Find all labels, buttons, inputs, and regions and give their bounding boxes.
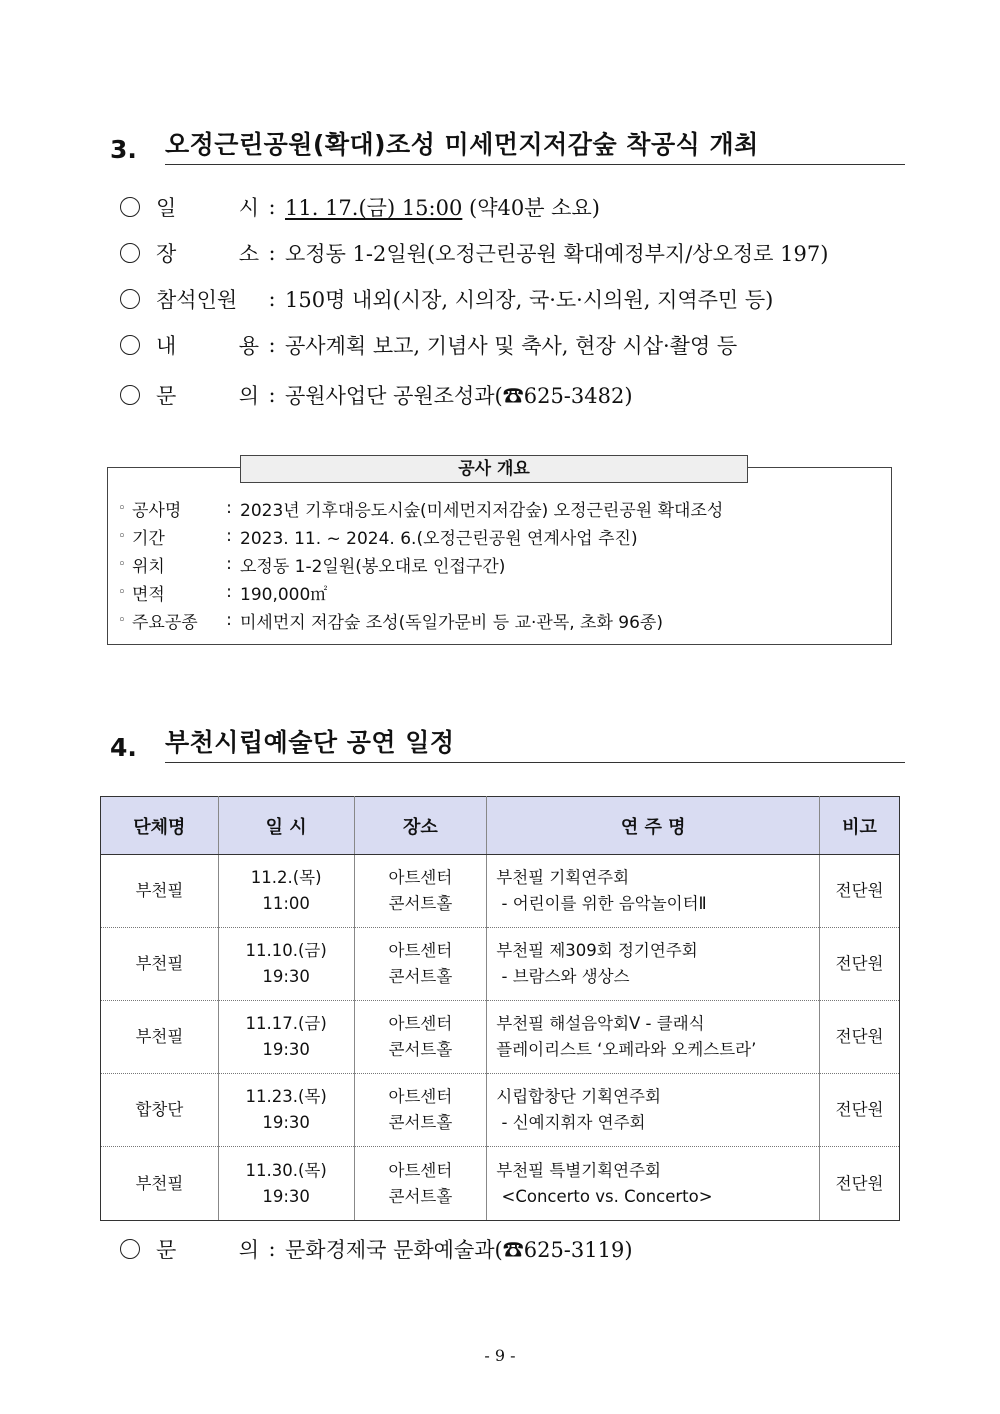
- circle-bullet-icon: [120, 335, 140, 355]
- overview-value: 미세먼지 저감숲 조성(독일가문비 등 교·관목, 초화 96종): [240, 612, 663, 633]
- group-cell: 부천필: [101, 1001, 219, 1074]
- table-row: [101, 1001, 900, 1074]
- program-cell: 부천필 해설음악회Ⅴ - 클래식 플레이리스트 ‘오페라와 오케스트라’: [487, 1001, 820, 1074]
- circle-bullet-icon: [120, 385, 140, 405]
- group-cell: 합창단: [101, 1074, 219, 1147]
- datetime-cell: 11.10.(금) 19:30: [218, 928, 354, 1001]
- small-circle-bullet-icon: ◦: [118, 528, 126, 544]
- overview-list: [118, 494, 723, 634]
- detail-value: 오정동 1-2일원(오정근린공원 확대예정부지/상오정로 197): [285, 242, 829, 266]
- detail-extra: (약40분 소요): [462, 196, 600, 220]
- event-detail-contact: 문 의 : 공원사업단 공원조성과(☎625-3482): [120, 372, 910, 418]
- detail-value: 150명 내외(시장, 시의장, 국·도·시의원, 지역주민 등): [285, 288, 774, 312]
- contact-row: 문 의 : 문화경제국 문화예술과(☎625-3119): [120, 1226, 910, 1272]
- overview-label: 위치: [132, 556, 165, 577]
- section-4-heading: [110, 728, 905, 763]
- overview-row: ◦ 주요공종 : 미세먼지 저감숲 조성(독일가문비 등 교·관목, 초화 96종): [118, 606, 723, 634]
- datetime-cell: 11.30.(목) 19:30: [218, 1147, 354, 1221]
- small-circle-bullet-icon: ◦: [118, 500, 126, 516]
- column-header: 장소: [354, 797, 487, 855]
- venue-cell: 아트센터 콘서트홀: [354, 1001, 487, 1074]
- note-cell: 전단원: [820, 855, 900, 928]
- section-4-contact: [120, 1226, 910, 1272]
- circle-bullet-icon: [120, 289, 140, 309]
- section-title: 부천시립예술단 공연 일정: [165, 728, 905, 763]
- note-cell: 전단원: [820, 928, 900, 1001]
- section-number: 4.: [110, 733, 137, 762]
- circle-bullet-icon: [120, 243, 140, 263]
- detail-label: 참석인원: [156, 288, 238, 312]
- overview-label: 기간: [132, 528, 165, 549]
- venue-cell: 아트센터 콘서트홀: [354, 1147, 487, 1221]
- overview-label: 주요공종: [132, 612, 198, 633]
- overview-label: 면적: [132, 584, 165, 605]
- small-circle-bullet-icon: ◦: [118, 556, 126, 572]
- detail-value: 공사계획 보고, 기념사 및 축사, 현장 시삽·촬영 등: [285, 334, 738, 358]
- venue-cell: 아트센터 콘서트홀: [354, 1074, 487, 1147]
- program-cell: 부천필 기획연주회 - 어린이를 위한 음악놀이터Ⅱ: [487, 855, 820, 928]
- column-header: 비고: [820, 797, 900, 855]
- venue-cell: 아트센터 콘서트홀: [354, 928, 487, 1001]
- note-cell: 전단원: [820, 1074, 900, 1147]
- column-header: 일 시: [218, 797, 354, 855]
- page-number: - 9 -: [484, 1346, 516, 1365]
- venue-cell: 아트센터 콘서트홀: [354, 855, 487, 928]
- column-header: 단체명: [101, 797, 219, 855]
- event-detail-attendees: 참석인원 : 150명 내외(시장, 시의장, 국·도·시의원, 지역주민 등): [120, 276, 910, 322]
- event-detail-place: 장 소 : 오정동 1-2일원(오정근린공원 확대예정부지/상오정로 197): [120, 230, 910, 276]
- detail-label: 일 시: [156, 196, 259, 220]
- datetime-cell: 11.2.(목) 11:00: [218, 855, 354, 928]
- overview-value: 2023년 기후대응도시숲(미세먼지저감숲) 오정근린공원 확대조성: [240, 500, 724, 521]
- table-header-row: [101, 797, 900, 855]
- section-title: 오정근린공원(확대)조성 미세먼지저감숲 착공식 개최: [165, 130, 905, 165]
- overview-title: 공사 개요: [240, 455, 748, 483]
- note-cell: 전단원: [820, 1147, 900, 1221]
- detail-label: 장 소: [156, 242, 259, 266]
- detail-value: 공원사업단 공원조성과(☎625-3482): [285, 384, 633, 408]
- overview-value: 190,000㎡: [240, 584, 328, 605]
- overview-row: ◦ 기간 : 2023. 11. ~ 2024. 6.(오정근린공원 연계사업 추진): [118, 522, 723, 550]
- program-cell: 부천필 특별기획연주회 <Concerto vs. Concerto>: [487, 1147, 820, 1221]
- section-number: 3.: [110, 135, 137, 164]
- group-cell: 부천필: [101, 928, 219, 1001]
- table-row: [101, 928, 900, 1001]
- event-detail-datetime: 일 시 : 11. 17.(금) 15:00 (약40분 소요): [120, 184, 910, 230]
- event-detail-content: 내 용 : 공사계획 보고, 기념사 및 축사, 현장 시삽·촬영 등: [120, 322, 910, 368]
- overview-label: 공사명: [132, 500, 182, 521]
- overview-value: 2023. 11. ~ 2024. 6.(오정근린공원 연계사업 추진): [240, 528, 638, 549]
- small-circle-bullet-icon: ◦: [118, 584, 126, 600]
- detail-value: 문화경제국 문화예술과(☎625-3119): [285, 1238, 633, 1262]
- overview-row: ◦ 면적 : 190,000㎡: [118, 578, 723, 606]
- datetime-cell: 11.23.(목) 19:30: [218, 1074, 354, 1147]
- circle-bullet-icon: [120, 1239, 140, 1259]
- section-3-heading: [110, 130, 905, 165]
- circle-bullet-icon: [120, 197, 140, 217]
- event-details-list: [120, 184, 910, 418]
- table-row: [101, 1074, 900, 1147]
- overview-value: 오정동 1-2일원(봉오대로 인접구간): [240, 556, 506, 577]
- note-cell: 전단원: [820, 1001, 900, 1074]
- small-circle-bullet-icon: ◦: [118, 612, 126, 628]
- detail-label: 문 의: [156, 384, 259, 408]
- table-row: [101, 1147, 900, 1221]
- group-cell: 부천필: [101, 1147, 219, 1221]
- performance-schedule-table: [100, 796, 900, 1221]
- overview-row: ◦ 공사명 : 2023년 기후대응도시숲(미세먼지저감숲) 오정근린공원 확대조성: [118, 494, 723, 522]
- detail-value: 11. 17.(금) 15:00: [285, 196, 463, 220]
- program-cell: 시립합창단 기획연주회 - 신예지휘자 연주회: [487, 1074, 820, 1147]
- table-row: [101, 855, 900, 928]
- column-header: 연 주 명: [487, 797, 820, 855]
- program-cell: 부천필 제309회 정기연주회 - 브람스와 생상스: [487, 928, 820, 1001]
- group-cell: 부천필: [101, 855, 219, 928]
- overview-row: ◦ 위치 : 오정동 1-2일원(봉오대로 인접구간): [118, 550, 723, 578]
- detail-label: 내 용: [156, 334, 259, 358]
- datetime-cell: 11.17.(금) 19:30: [218, 1001, 354, 1074]
- detail-label: 문 의: [156, 1238, 259, 1262]
